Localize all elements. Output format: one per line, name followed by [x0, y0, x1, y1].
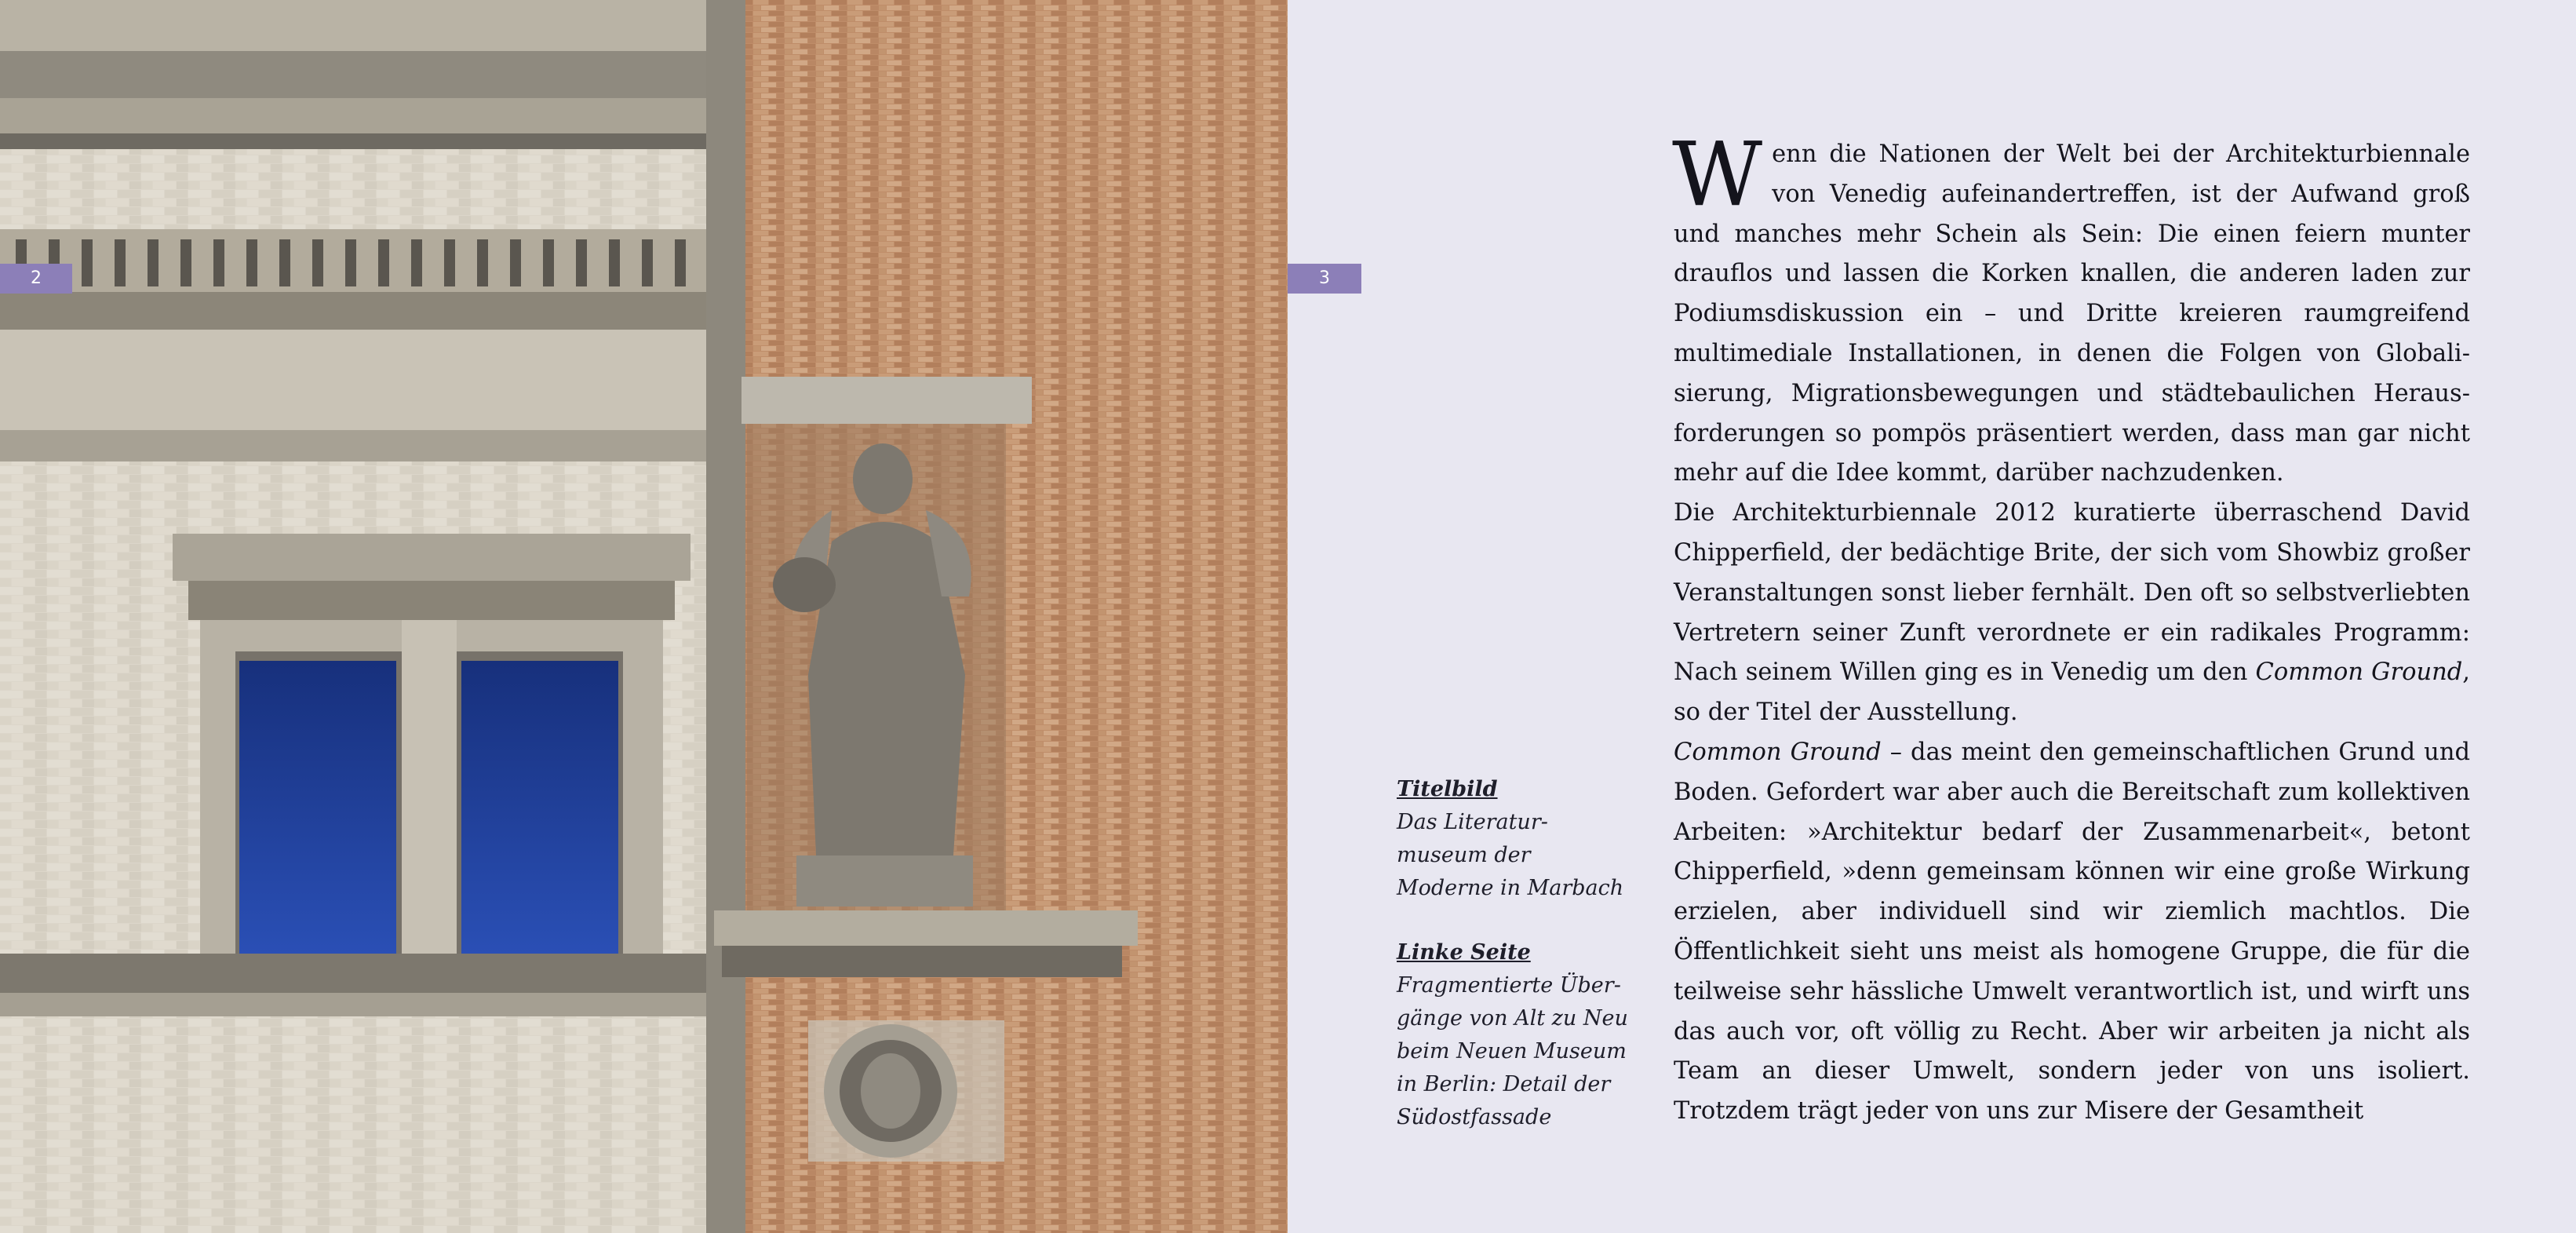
page-number-left: 2: [0, 264, 72, 294]
exhibition-title: Common Ground: [1674, 738, 1882, 766]
paragraph-text: – das meint den gemeinschaftlichen Grund und Boden. Gefordert war aber auch die Bereitschaft zum kollektiven Arbeiten: »Architektur bedarf der Zusammenarbeit«, betont Chipperfield, »denn gemeinsam können wir eine große Wirkung erzielen, aber individuell sind wir ziemlich machtlos. Die Öffentlichkeit sieht uns meist als homogene Gruppe, die für die teilweise sehr hässliche Umwelt verantwortlich ist, und wirft uns das auch vor, oft völlig zu Recht. Aber wir arbeiten ja nicht als Team an dieser Umwelt, sondern jeder von uns isoliert. Trotzdem trägt jeder von uns zur Misere der Gesamtheit: [1674, 738, 2470, 1125]
paragraph-intro: [1672, 124, 2470, 494]
paragraph-chipperfield: [1674, 494, 2470, 733]
caption-text: Fragmentierte Über-gänge von Alt zu Neu beim Neuen Museum in Berlin: Detail der Südostfassade: [1397, 973, 1628, 1129]
page-number-right: 3: [1288, 264, 1361, 294]
paragraph-text: , so der Titel der Ausstellung.: [1674, 658, 2470, 727]
caption-column: [1397, 773, 1632, 1134]
paragraph-text: Die Architekturbiennale 2012 kuratierte überraschend David Chipperfield, der bedächtige Brite, der sich vom Showbiz großer Veranstaltungen sonst lieber fernhält. Den oft so selbstverliebten Vertretern seiner Zunft verordnete er ein radikales Programm: Nach seinem Willen ging es in Venedig um den: [1674, 499, 2470, 687]
paragraph-text: enn die Nationen der Welt bei der Architekturbiennale von Venedig aufeinandertreffen, ist der Aufwand groß und manches mehr Schein als Sein: Die einen feiern munter drauflos und lassen die Korken knallen, die anderen laden zur Podiumsdiskussion ein – und Dritte kreieren raumgreifend multimediale Installationen, in denen die Folgen von Globalisierung, Migrationsbewegungen und städtebaulichen Herausforderungen so pompös präsentiert werden, dass man gar nicht mehr auf die Idee kommt, darüber nachzudenken.: [1674, 140, 2470, 487]
caption-title: Titelbild: [1397, 777, 1498, 801]
drop-cap: W: [1672, 124, 1763, 226]
caption-left-page: [1397, 936, 1632, 1134]
caption-title: Linke Seite: [1397, 940, 1531, 965]
caption-cover: [1397, 773, 1632, 905]
caption-text: Das Literatur-museum der Moderne in Marbach: [1397, 810, 1624, 900]
body-text-column: [1672, 124, 2470, 1132]
paragraph-common-ground: [1674, 733, 2470, 1132]
exhibition-title: Common Ground: [2255, 658, 2463, 687]
